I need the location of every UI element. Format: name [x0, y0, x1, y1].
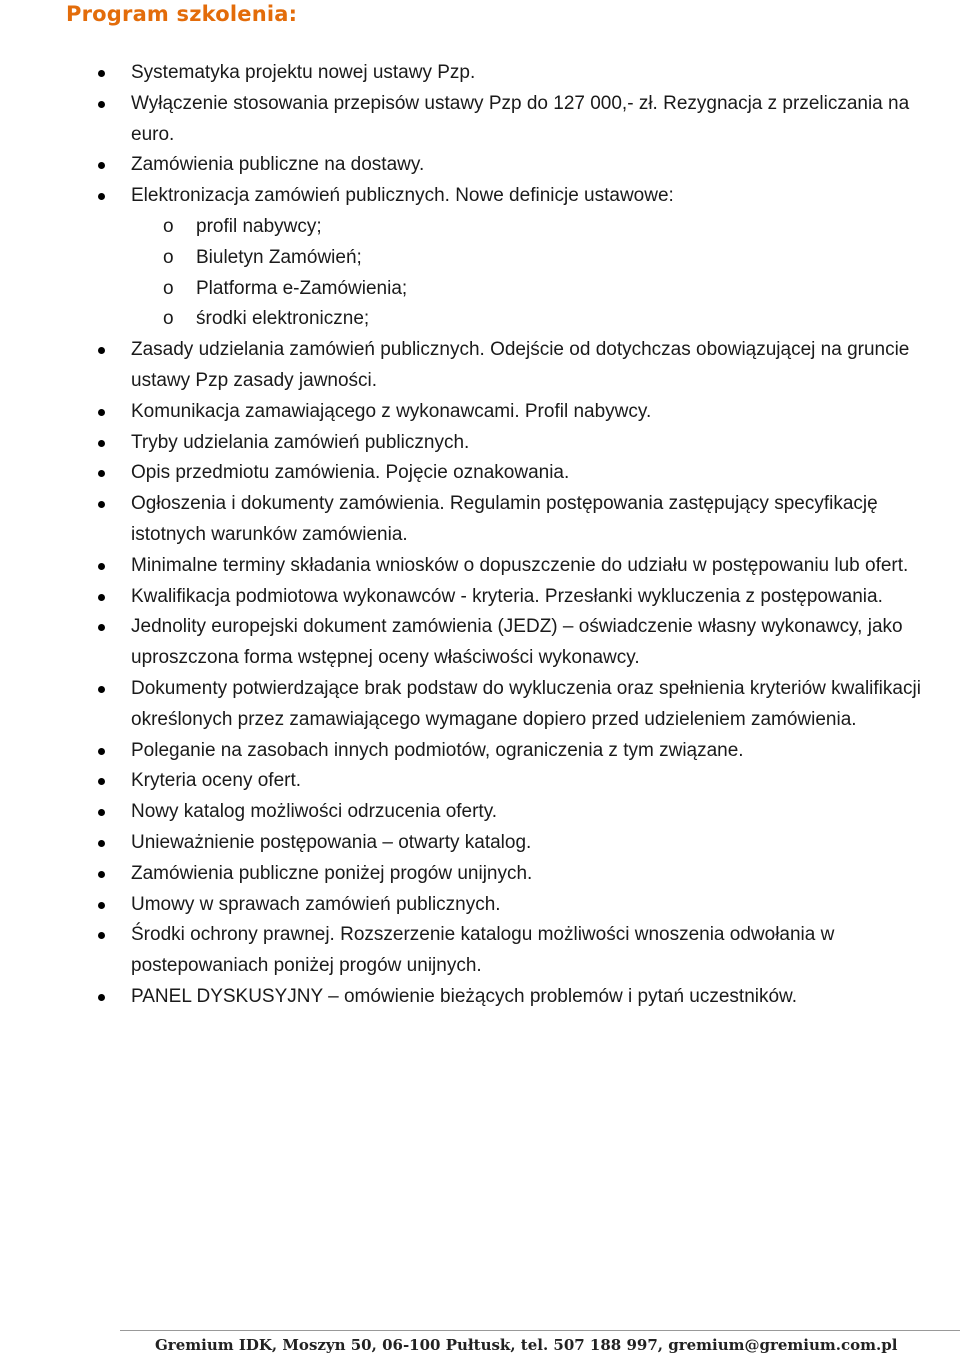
- bullet-icon: [98, 902, 105, 909]
- program-item-text: Systematyka projektu nowej ustawy Pzp.: [131, 62, 476, 83]
- bullet-icon: [98, 932, 105, 939]
- program-item-text: PANEL DYSKUSYJNY – omówienie bieżących problemów i pytań uczestników.: [131, 985, 798, 1007]
- program-item-text: Tryby udzielania zamówień publicznych.: [131, 431, 470, 453]
- program-item-text: Kryteria oceny ofert.: [131, 770, 302, 792]
- sub-list-item-text: profil nabywcy;: [196, 215, 322, 237]
- bullet-icon: [98, 840, 105, 847]
- program-item-text: Komunikacja zamawiającego z wykonawcami. Profil nabywcy.: [131, 400, 652, 422]
- program-item: [0, 89, 960, 151]
- program-item-text: Nowy katalog możliwości odrzucenia oferty.: [131, 801, 498, 823]
- footer-divider: [120, 1330, 960, 1331]
- bullet-icon: [98, 347, 105, 354]
- program-item: [0, 982, 960, 1013]
- program-list: [0, 58, 960, 1013]
- program-item: [0, 828, 960, 859]
- bullet-icon: [98, 409, 105, 416]
- program-item: [0, 335, 960, 397]
- bullet-icon: [98, 624, 105, 631]
- bullet-icon: [98, 470, 105, 477]
- bullet-icon: [98, 686, 105, 693]
- sub-list: [0, 212, 960, 335]
- sub-list-item: [0, 274, 960, 305]
- bullet-icon: [98, 809, 105, 816]
- program-item: [0, 397, 960, 428]
- program-item-text: Umowy w sprawach zamówień publicznych.: [131, 893, 501, 915]
- circle-bullet-icon: o: [163, 308, 174, 330]
- circle-bullet-icon: o: [163, 277, 174, 299]
- bullet-icon: [98, 871, 105, 878]
- sub-list-item-text: Platforma e-Zamówienia;: [196, 277, 408, 299]
- page-title: Program szkolenia:: [66, 2, 298, 26]
- program-item: [0, 674, 960, 736]
- program-item-text: Jednolity europejski dokument zamówienia (JEDZ) – oświadczenie własny wykonawcy, jako uproszczona forma wstępnej oceny właściwości wykonawcy.: [131, 616, 903, 669]
- program-item-text: Minimalne terminy składania wniosków o dopuszczenie do udziału w postępowaniu lub ofert.: [131, 554, 909, 576]
- bullet-icon: [98, 778, 105, 785]
- bullet-icon: [98, 594, 105, 601]
- bullet-icon: [98, 563, 105, 570]
- program-item: [0, 920, 960, 982]
- bullet-icon: [98, 193, 105, 200]
- program-item: [0, 612, 960, 674]
- bullet-icon: [98, 748, 105, 755]
- bullet-icon: [98, 501, 105, 508]
- program-item-text: Środki ochrony prawnej. Rozszerzenie katalogu możliwości wnoszenia odwołania w postepowaniach poniżej progów unijnych.: [131, 924, 835, 977]
- circle-bullet-icon: o: [163, 215, 174, 237]
- sub-list-item-text: Biuletyn Zamówień;: [196, 246, 362, 268]
- program-item-text: Dokumenty potwierdzające brak podstaw do wykluczenia oraz spełnienia kryteriów kwalifikacji określonych przez zamawiającego wymagane dopiero przed udzieleniem zamówienia.: [131, 677, 921, 730]
- program-item: [0, 859, 960, 890]
- program-item-text: Poleganie na zasobach innych podmiotów, ograniczenia z tym związane.: [131, 739, 744, 761]
- program-item: [0, 582, 960, 613]
- program-item: [0, 58, 960, 89]
- program-item: [0, 890, 960, 921]
- circle-bullet-icon: o: [163, 246, 174, 268]
- footer-contact: Gremium IDK, Moszyn 50, 06-100 Pułtusk, tel. 507 188 997, gremium@gremium.com.pl: [155, 1336, 898, 1354]
- program-item: [0, 489, 960, 551]
- bullet-icon: [98, 101, 105, 108]
- bullet-icon: [98, 440, 105, 447]
- sub-list-item: [0, 243, 960, 274]
- sub-list-item: [0, 212, 960, 243]
- program-item: [0, 150, 960, 181]
- bullet-icon: [98, 994, 105, 1001]
- program-item: [0, 458, 960, 489]
- program-item-text: Wyłączenie stosowania przepisów ustawy Pzp do 127 000,- zł. Rezygnacja z przeliczania na euro.: [131, 92, 910, 145]
- program-item-text: Zamówienia publiczne poniżej progów unijnych.: [131, 862, 533, 884]
- sub-list-item: [0, 304, 960, 335]
- bullet-icon: [98, 162, 105, 169]
- program-item: [0, 181, 960, 212]
- program-item: [0, 766, 960, 797]
- program-subitems: [0, 212, 960, 335]
- program-item-text: Kwalifikacja podmiotowa wykonawców - kryteria. Przesłanki wykluczenia z postępowania.: [131, 585, 883, 607]
- program-item: [0, 551, 960, 582]
- program-item: [0, 736, 960, 767]
- program-item: [0, 797, 960, 828]
- program-item-text: Ogłoszenia i dokumenty zamówienia. Regulamin postępowania zastępujący specyfikację istotnych warunków zamówienia.: [131, 493, 878, 545]
- program-item-text: Zamówienia publiczne na dostawy.: [131, 154, 425, 176]
- bullet-icon: [98, 70, 105, 77]
- program-item-text: Unieważnienie postępowania – otwarty katalog.: [131, 831, 532, 853]
- program-item-text: Zasady udzielania zamówień publicznych. Odejście od dotychczas obowiązującej na gruncie ustawy Pzp zasady jawności.: [131, 339, 910, 391]
- program-item: [0, 428, 960, 459]
- program-item-text: Opis przedmiotu zamówienia. Pojęcie oznakowania.: [131, 462, 570, 484]
- program-item-text: Elektronizacja zamówień publicznych. Nowe definicje ustawowe:: [131, 185, 674, 207]
- sub-list-item-text: środki elektroniczne;: [196, 308, 370, 330]
